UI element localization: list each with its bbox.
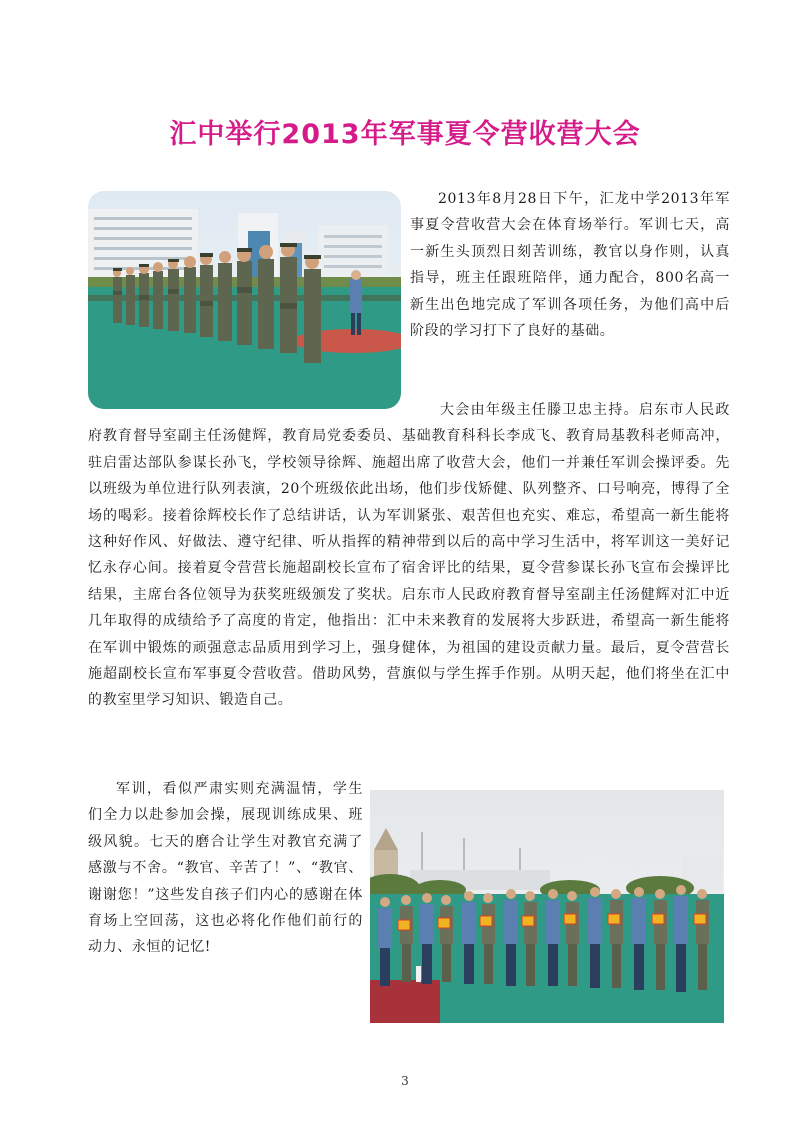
students-formation-illustration <box>88 191 401 409</box>
photo-students-formation <box>88 191 401 409</box>
award-ceremony-illustration <box>370 790 724 1023</box>
photo-award-ceremony <box>370 790 724 1023</box>
ceremony-paragraph: 大会由年级主任滕卫忠主持。启东市人民政府教育督导室副主任汤健辉，教育局党委委员、基础教育科科长李成飞、教育局基教科老师高冲，驻启雷达部队参谋长孙飞，学校领导徐辉、施超出席了收营大会，他们一并兼任军训会操评委。先以班级为单位进行队列表演，20个班级依此出场，他们步伐矫健、队列整齐、口号响亮，博得了全场的喝彩。接着徐辉校长作了总结讲话，认为军训紧张、艰苦但也充实、难忘，希望高一新生能将这种好作风、好做法、遵守纪律、听从指挥的精神带到以后的高中学习生活中，将军训这一美好记忆永存心间。接着夏令营营长施超副校长宣布了宿舍评比的结果，夏令营参谋长孙飞宣布会操评比结果，主席台各位领导为获奖班级颁发了奖状。启东市人民政府教育督导室副主任汤健辉对汇中近几年取得的成绩给予了高度的肯定，他指出：汇中未来教育的发展将大步跃进，希望高一新生能将在军训中锻炼的顽强意志品质用到学习上，强身健体，为祖国的建设贡献力量。最后，夏令营营长施超副校长宣布军事夏令营收营。借助风势，营旗似与学生挥手作别。从明天起，他们将坐在汇中的教室里学习知识、锻造自己。 <box>88 402 730 709</box>
article-title: 汇中举行2013年军事夏令营收营大会 <box>169 119 641 150</box>
closing-paragraph: 军训，看似严肃实则充满温情，学生们全力以赴参加会操，展现训练成果、班级风貌。七天的磨合让学生对教官充满了感激与不舍。“教官、辛苦了！”、“教官、谢谢您！”这些发自孩子们内心的感谢在体育场上空回荡，这也必将化作他们前行的动力、永恒的记忆! <box>88 781 363 956</box>
intro-paragraph: 2013年8月28日下午，汇龙中学2013年军事夏令营收营大会在体育场举行。军训七天，高一新生头顶烈日刻苦训练，教官以身作则，认真指导，班主任跟班陪伴，通力配合，800名高一新生出色地完成了军训各项任务，为他们高中后阶段的学习打下了良好的基础。 <box>410 191 730 340</box>
page-number: 3 <box>401 1074 409 1088</box>
